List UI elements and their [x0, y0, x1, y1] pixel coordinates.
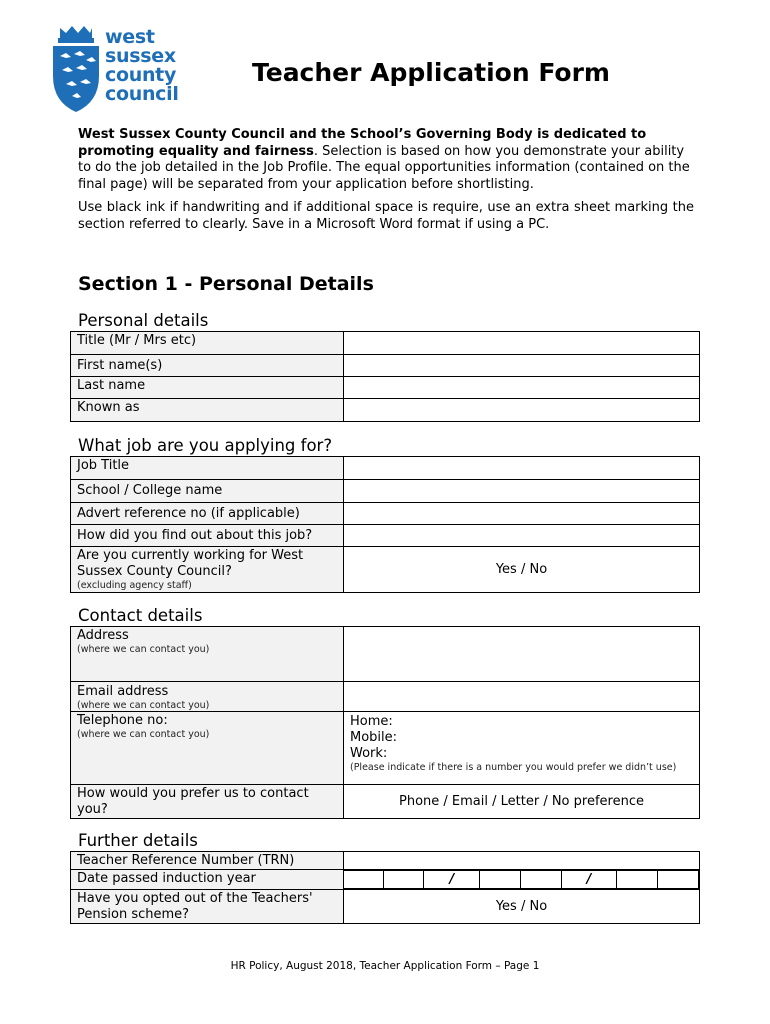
telephone-label [71, 712, 344, 785]
logo-line-2: sussex [105, 45, 176, 67]
intro-bold-statement: West Sussex County Council and the School’s Governing Body is dedicated to promoting equality and fairness [78, 127, 647, 159]
table-row [71, 785, 700, 819]
wscc-employee-note: (excluding agency staff) [77, 580, 192, 591]
date-box[interactable] [617, 871, 658, 889]
first-name-field[interactable] [344, 355, 700, 377]
personal-details-table [70, 331, 700, 422]
contact-details-table [70, 626, 700, 819]
email-label [71, 682, 344, 712]
date-box[interactable] [344, 871, 383, 889]
telephone-field[interactable] [344, 712, 700, 785]
school-name-field[interactable] [344, 480, 700, 503]
known-as-field[interactable] [344, 399, 700, 422]
logo-line-1: west [105, 26, 155, 48]
date-boxes [344, 870, 699, 889]
email-field[interactable] [344, 682, 700, 712]
council-logo [50, 24, 200, 114]
section-1-title: Section 1 - Personal Details [78, 273, 374, 295]
email-label-text: Email address [77, 684, 169, 699]
table-row [71, 525, 700, 547]
trn-field[interactable] [344, 852, 700, 870]
address-field[interactable] [344, 627, 700, 682]
date-separator: / [424, 871, 480, 889]
date-box[interactable] [383, 871, 424, 889]
mobile-phone-label: Mobile: [350, 730, 398, 745]
wscc-employee-question: Are you currently working for West Sussex County Council? [77, 548, 304, 579]
table-row [71, 332, 700, 355]
job-source-label: How did you find out about this job? [71, 525, 344, 547]
home-phone-label: Home: [350, 714, 393, 729]
job-title-field[interactable] [344, 457, 700, 480]
intro-statement-rest: . Selection is based on how you demonstrate your ability to do the job detailed in the Job Profile. The equal opportunities information (contained on the final page) will be separated from your application before shortlisting. [78, 143, 690, 192]
table-row [71, 399, 700, 422]
shield-crest-icon [50, 24, 102, 114]
email-note: (where we can contact you) [77, 700, 210, 711]
induction-date-field[interactable] [344, 870, 700, 890]
wscc-employee-label [71, 547, 344, 593]
known-as-label: Known as [71, 399, 344, 422]
table-row [71, 682, 700, 712]
induction-date-label: Date passed induction year [71, 870, 344, 890]
table-row [71, 480, 700, 503]
job-details-table [70, 456, 700, 593]
contact-preference-choice[interactable]: Phone / Email / Letter / No preference [344, 785, 700, 819]
job-heading: What job are you applying for? [78, 436, 333, 455]
advert-reference-field[interactable] [344, 503, 700, 525]
date-box[interactable] [658, 871, 699, 889]
telephone-note: (where we can contact you) [77, 729, 210, 740]
last-name-label: Last name [71, 377, 344, 399]
logo-line-4: council [105, 83, 179, 105]
first-name-label: First name(s) [71, 355, 344, 377]
table-row [71, 457, 700, 480]
table-row [71, 870, 700, 890]
trn-label: Teacher Reference Number (TRN) [71, 852, 344, 870]
further-details-heading: Further details [78, 831, 198, 850]
title-field[interactable] [344, 332, 700, 355]
date-box[interactable] [520, 871, 561, 889]
table-row [71, 852, 700, 870]
date-box[interactable] [480, 871, 521, 889]
address-label [71, 627, 344, 682]
wscc-employee-choice[interactable]: Yes / No [344, 547, 700, 593]
personal-details-heading: Personal details [78, 311, 209, 330]
last-name-field[interactable] [344, 377, 700, 399]
logo-wordmark [105, 28, 179, 104]
date-separator: / [561, 871, 617, 889]
table-row [71, 890, 700, 924]
telephone-hint: (Please indicate if there is a number you would prefer we didn’t use) [350, 762, 677, 773]
table-row [71, 355, 700, 377]
advert-reference-label: Advert reference no (if applicable) [71, 503, 344, 525]
contact-heading: Contact details [78, 606, 203, 625]
further-details-table [70, 851, 700, 924]
school-name-label: School / College name [71, 480, 344, 503]
intro-text [78, 127, 694, 240]
address-label-text: Address [77, 628, 129, 643]
title-label: Title (Mr / Mrs etc) [71, 332, 344, 355]
intro-paragraph-1 [78, 127, 694, 193]
intro-paragraph-2: Use black ink if handwriting and if additional space is require, use an extra sheet marking the section referred to clearly. Save in a Microsoft Word format if using a PC. [78, 200, 694, 232]
job-source-field[interactable] [344, 525, 700, 547]
address-note: (where we can contact you) [77, 644, 210, 655]
table-row [71, 627, 700, 682]
job-title-label: Job Title [71, 457, 344, 480]
table-row [71, 377, 700, 399]
page-footer: HR Policy, August 2018, Teacher Application Form – Page 1 [230, 960, 540, 972]
table-row [71, 503, 700, 525]
pension-choice[interactable]: Yes / No [344, 890, 700, 924]
table-row [71, 547, 700, 593]
page-title: Teacher Application Form [252, 58, 610, 87]
pension-label: Have you opted out of the Teachers' Pension scheme? [71, 890, 344, 924]
telephone-label-text: Telephone no: [77, 713, 168, 728]
logo-line-3: county [105, 64, 177, 86]
table-row [71, 712, 700, 785]
work-phone-label: Work: [350, 746, 388, 761]
contact-preference-label: How would you prefer us to contact you? [71, 785, 344, 819]
